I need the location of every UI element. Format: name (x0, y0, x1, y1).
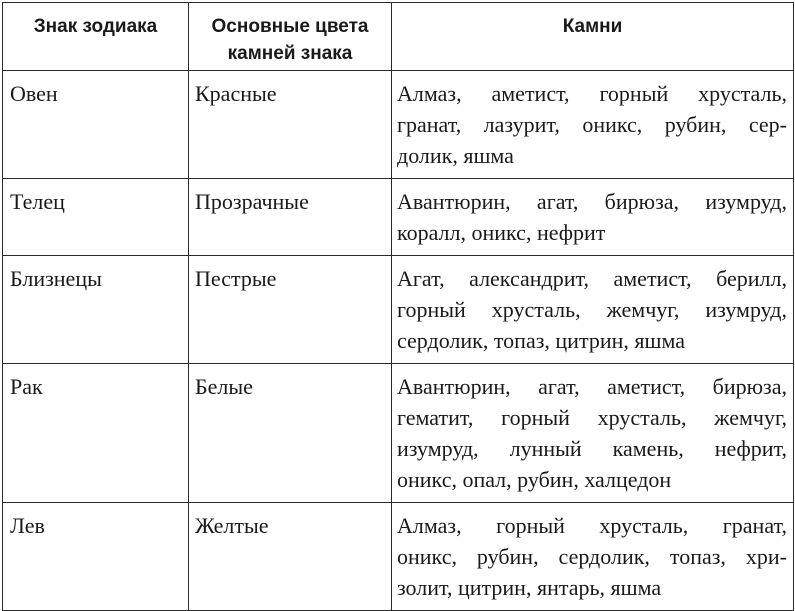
table-row (3, 503, 794, 611)
header-zodiac-sign: Знак зодиака (3, 3, 189, 71)
stone-color-cell: Желтые (189, 503, 392, 611)
table-row (3, 364, 794, 503)
stones-text-line: сердолик, топаз, цитрин, яшма (397, 328, 685, 353)
stones-text-line: горный хрусталь, жемчуг, изумруд, (397, 297, 787, 322)
stones-cell (392, 503, 794, 611)
stones-text-line: оникс, рубин, сердолик, топаз, хри- (397, 544, 787, 569)
zodiac-sign-cell: Близнецы (3, 256, 189, 364)
stone-color-cell: Белые (189, 364, 392, 503)
stones-text-line: золит, цитрин, янтарь, яшма (397, 575, 662, 600)
stones-text-line: гематит, горный хрусталь, жемчуг, (397, 405, 787, 430)
header-stones: Камни (392, 3, 794, 71)
table-row (3, 256, 794, 364)
stones-text-line: Алмаз, горный хрусталь, гранат, (397, 513, 787, 538)
stones-text-line: изумруд, лунный камень, нефрит, (397, 436, 787, 461)
stones-text-line: гранат, лазурит, оникс, рубин, сер- (397, 112, 787, 137)
stones-text-line: оникс, опал, рубин, халцедон (397, 467, 672, 492)
stones-text-line: Авантюрин, агат, аметист, бирюза, (397, 374, 787, 399)
zodiac-sign-cell: Лев (3, 503, 189, 611)
zodiac-sign-cell: Овен (3, 71, 189, 179)
zodiac-stones-table (2, 2, 794, 611)
stones-text-line: коралл, оникс, нефрит (397, 220, 606, 245)
header-stone-colors: Основные цвета камней знака (189, 3, 392, 71)
table-row (3, 179, 794, 256)
stones-text-line: Алмаз, аметист, горный хрусталь, (397, 81, 787, 106)
stones-cell (392, 71, 794, 179)
stones-cell (392, 256, 794, 364)
stone-color-cell: Пестрые (189, 256, 392, 364)
zodiac-sign-cell: Телец (3, 179, 189, 256)
zodiac-sign-cell: Рак (3, 364, 189, 503)
stones-text-line: долик, яшма (397, 143, 514, 168)
stones-cell (392, 179, 794, 256)
stone-color-cell: Красные (189, 71, 392, 179)
stones-cell (392, 364, 794, 503)
table-header-row (3, 3, 794, 71)
stone-color-cell: Прозрачные (189, 179, 392, 256)
table-row (3, 71, 794, 179)
stones-text-line: Агат, александрит, аметист, берилл, (397, 266, 787, 291)
stones-text-line: Авантюрин, агат, бирюза, изумруд, (397, 189, 787, 214)
